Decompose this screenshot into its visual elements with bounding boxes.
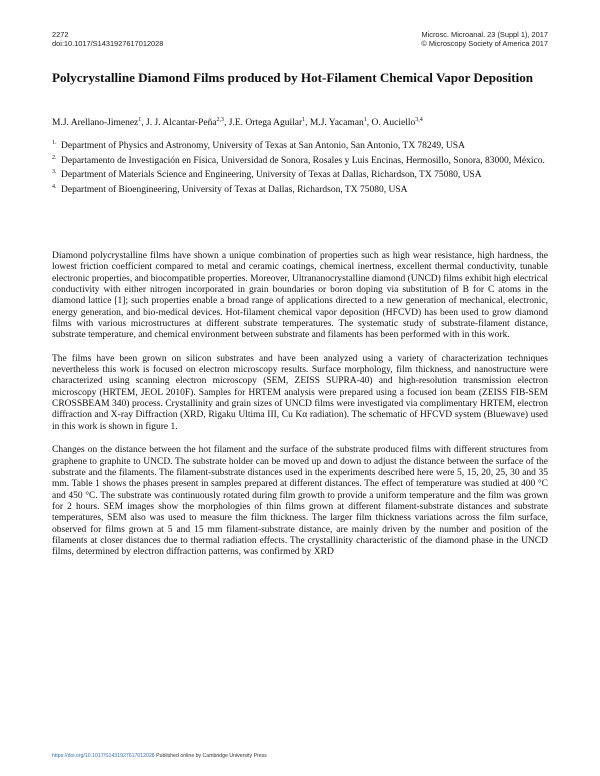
page-number: 2272 — [52, 30, 69, 39]
footer — [52, 753, 267, 759]
paragraph: The films have been grown on silicon substrates and have been analyzed using a variety of characterization techniques nevertheless this work is focused on electron microscopy results. Surface morphology, film thickness, and nanostructure were characterized using scanning electron microscopy (SEM, ZEISS SUPRA-40) and high-resolution transmission electron microscopy (HRTEM, JEOL 2010F). Samples for HRTEM analysis were prepared using a focused ion beam (ZEISS FIB-SEM CROSSBEAM 340) process. Crystallinity and grain sizes of UNCD films were investigated via complimentary HRTEM, electron diffraction and X-ray Diffraction (XRD, Rigaku Ultima III, Cu Kα radiation). The schematic of HFCVD system (Bluewave) used in this work is shown in figure 1. — [52, 353, 548, 432]
paragraph: Changes on the distance between the hot filament and the surface of the substrate produced films with different structures from graphene to graphite to UNCD. The substrate holder can be moved up and down to adjust the distance between the surface of the substrate and the filaments. The filament-substrate distances used in the experiments described here were 5, 15, 20, 25, 30 and 35 mm. Table 1 shows the phases present in samples prepared at different distances. The effect of temperature was studied at 400 °C and 450 °C. The substrate was continuously rotated during film growth to provide a uniform temperature and the film was grown for 2 hours. SEM images show the morphologies of thin films grown at different filament-substrate distances and substrate temperatures, SEM also was used to measure the film thickness. The larger film thickness variations across the film surface, observed for films grown at 5 and 15 mm filament-substrate distance, are mainly driven by the number and position of the filaments at closer distances due to thermal radiation effects. The crystallinity characteristic of the diamond phase in the UNCD films, determined by electron diffraction patterns, was confirmed by XRD — [52, 445, 548, 558]
author: M.J. Yacaman$^1$ — [309, 117, 367, 129]
publisher-note: Published online by Cambridge University Press — [154, 753, 267, 759]
doi-link[interactable]: https://doi.org/10.1017/S1431927617012028 — [52, 753, 155, 759]
author-list: M.J. Arellano-Jimenez$^1$, J. J. Alcantar-Peña$^{2,3}$, J.E. Ortega Aguilar$^1$, M.J. Yacaman$^1$, O. Auciello$^{3,4}$ — [52, 117, 423, 129]
paper-title: Polycrystalline Diamond Films produced by Hot-Filament Chemical Vapor Deposition — [52, 70, 534, 85]
author: J.E. Ortega Aguilar$^1$ — [228, 117, 306, 129]
body-text — [52, 251, 548, 571]
affiliation: 3. Department of Materials Science and Engineering, University of Texas at Dallas, Richardson, TX 75080, USA — [52, 169, 482, 180]
affiliation: 1. Department of Physics and Astronomy, University of Texas at San Antonio, San Antonio, TX 78249, USA — [52, 140, 465, 151]
running-header-left — [52, 30, 163, 48]
affiliation: 2. Departamento de Investigación en Física, Universidad de Sonora, Rosales y Luis Encinas, Hermosillo, Sonora, 83000, México. — [52, 154, 545, 166]
running-header-right — [421, 30, 548, 48]
affiliation-list — [52, 141, 548, 199]
author: M.J. Arellano-Jimenez$^1$ — [52, 117, 142, 129]
journal-citation: Microsc. Microanal. 23 (Suppl 1), 2017 — [421, 30, 548, 39]
doi: doi:10.1017/S1431927617012028 — [52, 39, 164, 48]
paragraph: Diamond polycrystalline films have shown a unique combination of properties such as high wear resistance, high hardness, the lowest friction coefficient compared to metal and ceramic coatings, chemical inertness, excellent thermal conductivity, tunable electronic properties, and biocompatible properties. Moreover, Ultrananocrystalline diamond (UNCD) films exhibit high electrical conductivity with either nitrogen incorporated in grain boundaries or boron doping via substitution of B for C atoms in the diamond lattice [1]; such properties enable a broad range of applications directed to a new generation of mechanical, electronic, energy generation, and bio-medical devices. Hot-filament chemical vapor deposition (HFCVD) has been used to grow diamond films with various microstructures at different substrate temperatures. The systematic study of substrate-filament distance, substrate temperature, and chemical environment between substrate and filaments has been performed with in this work. — [52, 251, 548, 341]
copyright: © Microscopy Society of America 2017 — [421, 39, 548, 48]
affiliation: 4. Department of Bioengineering, University of Texas at Dallas, Richardson, TX 75080, USA — [52, 183, 408, 195]
author: J. J. Alcantar-Peña$^{2,3}$ — [146, 117, 225, 129]
author: O. Auciello$^{3,4}$ — [371, 117, 423, 129]
